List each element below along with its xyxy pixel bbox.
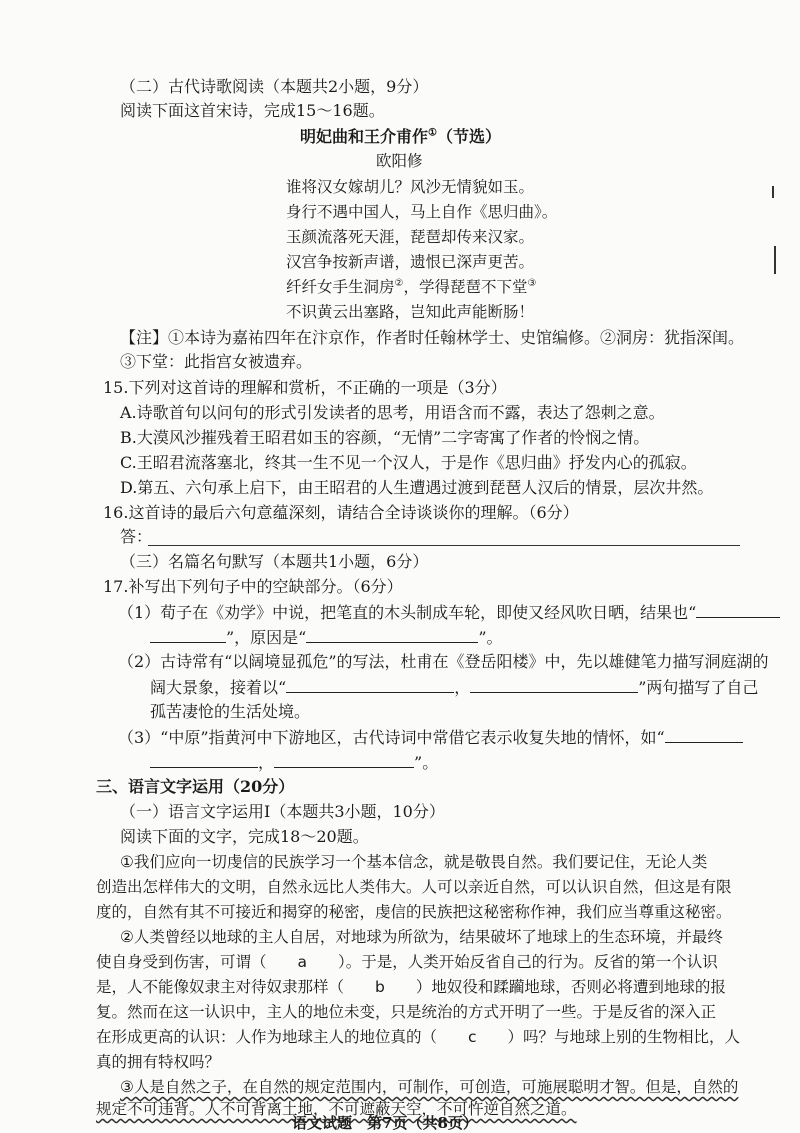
q17-3-text: ， xyxy=(258,753,275,772)
poem-title-suffix: （节选） xyxy=(436,127,501,146)
q17-3-text: ”。 xyxy=(414,753,439,772)
q17-stem: 17.补写出下列句子中的空缺部分。（6分） xyxy=(103,577,403,596)
poem-line: 身行不遇中国人，马上自作《思归曲》。 xyxy=(286,203,558,221)
poem-line: 不识黄云出塞路，岂知此声能断肠！ xyxy=(286,303,535,321)
q15-stem: 15.下列对这首诗的理解和赏析，不正确的一项是（3分） xyxy=(103,378,507,397)
q17-2-text: 阔大景象，接着以“ xyxy=(150,678,287,697)
q17-1-blank-1-cont[interactable] xyxy=(150,626,226,643)
poem-note-mark: ③ xyxy=(527,277,537,289)
q17-2-line-2 xyxy=(150,676,758,699)
q17-2-blank-1[interactable] xyxy=(286,676,454,693)
q17-1-text: （1）荀子在《劝学》中说，把笔直的木头制成车轮，即使又经风吹日晒，结果也“ xyxy=(118,603,697,622)
passage-line-underlined: 规定不可违背。人不可背离土地，不可遮蔽天空，不可忤逆自然之道。 xyxy=(96,1100,577,1118)
poem-author: 欧阳修 xyxy=(376,152,423,170)
q17-1-line-1 xyxy=(118,601,780,624)
part-3-instruction: 阅读下面的文字，完成18～20题。 xyxy=(120,827,369,846)
q15-option-a: A.诗歌首句以问句的形式引发读者的思考，用语含而不露，表达了怨刺之意。 xyxy=(120,403,665,422)
scan-margin-mark xyxy=(774,246,776,274)
passage-line: 使自身受到伤害，可谓（ a ）。于是，人类开始反省自己的行为。反省的第一个认识 xyxy=(96,953,718,971)
passage-line: ②人类曾经以地球的主人自居，对地球为所欲为，结果破坏了地球上的生态环境，并最终 xyxy=(120,928,723,946)
q17-3-blank-1[interactable] xyxy=(665,726,743,743)
q16-stem: 16.这首诗的最后六句意蕴深刻，请结合全诗谈谈你的理解。（6分） xyxy=(103,503,579,522)
q17-2-line-3: 孤苦凄怆的生活处境。 xyxy=(150,702,311,721)
section-3-heading: （三）名篇名句默写（本题共1小题，6分） xyxy=(120,552,429,571)
q16-answer-label: 答： xyxy=(120,527,153,546)
q15-option-b: B.大漠风沙摧残着王昭君如玉的容颜，“无情”二字寄寓了作者的怜悯之情。 xyxy=(120,428,650,447)
poem-title-text: 明妃曲和王介甫作 xyxy=(300,127,429,146)
poem-title xyxy=(300,126,501,148)
poem-line: 谁将汉女嫁胡儿？风沙无情貌如玉。 xyxy=(286,178,535,196)
footer-subject: 语文试题 xyxy=(292,1114,353,1132)
poem-line: 纤纤女手生洞房 xyxy=(286,278,395,296)
section-2-heading: （二）古代诗歌阅读（本题共2小题，9分） xyxy=(120,77,429,96)
q17-2-text: ”两句描写了自己 xyxy=(638,678,759,697)
q17-3-line-1 xyxy=(118,726,743,749)
q17-1-blank-1[interactable] xyxy=(696,601,780,618)
passage-line: 创造出怎样伟大的文明，自然永远比人类伟大。人可以亲近自然，可以认识自然，但这是有限 xyxy=(96,878,732,896)
passage-line: 是，人不能像奴隶主对待奴隶那样（ b ）地奴役和蹂躏地球，否则必将遭到地球的报 xyxy=(96,978,726,996)
q17-1-text: ”，原因是“ xyxy=(226,628,307,647)
part-3-subheading: （一）语言文字运用Ⅰ（本题共3小题，10分） xyxy=(120,802,445,821)
q17-3-text: （3）“中原”指黄河中下游地区，古代诗词中常借它表示收复失地的情怀，如“ xyxy=(118,728,665,747)
footer-page-number: 第7页（共8页） xyxy=(367,1114,478,1132)
part-3-heading: 三、语言文字运用（20分） xyxy=(96,777,295,796)
poem-line: 玉颜流落死天涯，琵琶却传来汉家。 xyxy=(286,228,535,246)
q15-option-c: C.王昭君流落塞北，终其一生不见一个汉人，于是作《思归曲》抒发内心的孤寂。 xyxy=(120,453,697,472)
poem-line: 汉宫争按新声谱，遗恨已深声更苦。 xyxy=(286,253,535,271)
passage-line: 在形成更高的认识：人作为地球主人的地位真的（ c ）吗？与地球上别的生物相比，人 xyxy=(96,1028,741,1046)
scan-margin-mark xyxy=(772,186,774,198)
passage-line-underlined: ③人是自然之子，在自然的规定范围内，可制作，可创造，可施展聪明才智。但是，自然的 xyxy=(120,1078,739,1096)
q17-2-text: ， xyxy=(454,678,471,697)
q17-1-line-2 xyxy=(150,626,503,649)
passage-line: 真的拥有特权吗？ xyxy=(96,1053,221,1071)
passage-line: 复。然而在这一认识中，主人的地位未变，只是统治的方式开明了一些。于是反省的深入正 xyxy=(96,1003,717,1021)
page-footer xyxy=(292,1112,478,1133)
poem-line: ，学得琵琶不下堂 xyxy=(403,278,528,296)
q17-1-text: ”。 xyxy=(478,628,503,647)
poem-note-mark: ② xyxy=(394,277,404,289)
poem-line-5-6 xyxy=(286,276,536,298)
q17-3-blank-2[interactable] xyxy=(274,751,414,768)
poem-note-mark: ① xyxy=(428,127,437,139)
poem-notes: ③下堂：此指宫女被遗弃。 xyxy=(120,352,313,371)
q15-option-d: D.第五、六句承上启下，由王昭君的人生遭遇过渡到琵琶人汉后的情景，层次井然。 xyxy=(120,478,714,497)
q17-2-blank-2[interactable] xyxy=(470,676,638,693)
passage-line: ①我们应向一切虔信的民族学习一个基本信念，就是敬畏自然。我们要记住，无论人类 xyxy=(120,853,708,871)
q17-3-line-2 xyxy=(150,751,438,774)
q17-2-line-1: （2）古诗常有“以阔境显孤危”的写法，杜甫在《登岳阳楼》中，先以雄健笔力描写洞庭湖的 xyxy=(118,652,769,671)
q17-3-blank-1-cont[interactable] xyxy=(150,751,258,768)
passage-line: 度的，自然有其不可接近和揭穿的秘密，虔信的民族把这秘密称作神，我们应当尊重这秘密。 xyxy=(96,903,732,921)
q17-1-blank-2[interactable] xyxy=(306,626,478,643)
poem-notes: 【注】①本诗为嘉祐四年在汴京作，作者时任翰林学士、史馆编修。②洞房：犹指深闺。 xyxy=(120,328,745,347)
section-2-instruction: 阅读下面这首宋诗，完成15～16题。 xyxy=(120,101,385,120)
q16-answer-line[interactable] xyxy=(148,545,740,546)
